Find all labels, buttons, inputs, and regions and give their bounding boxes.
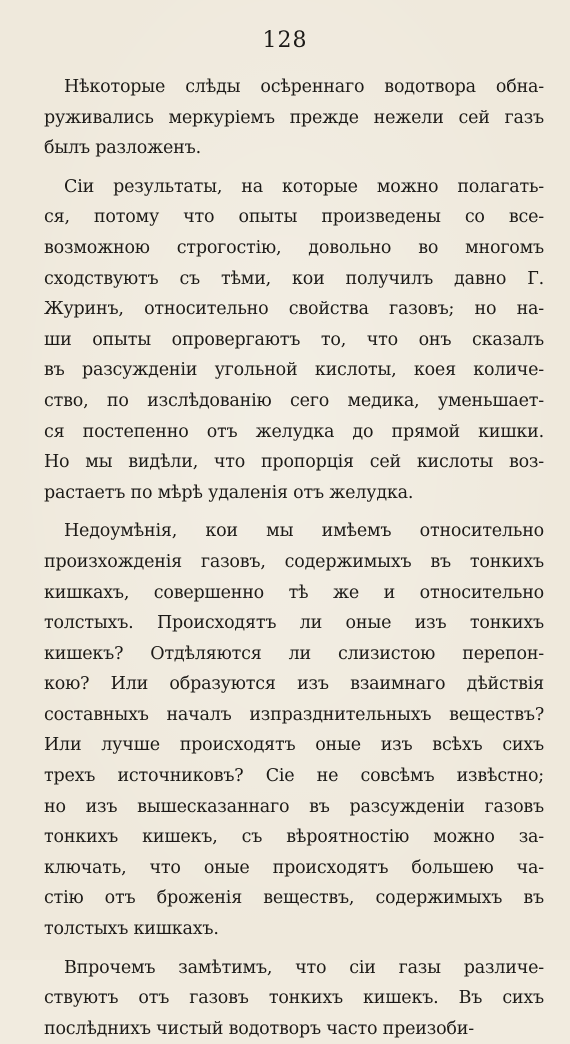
text-line: Впрочемъ замѣтимъ, что сіи газы различе- bbox=[64, 957, 544, 978]
text-line: произхожденія газовъ, содержимыхъ въ тонкихъ bbox=[44, 551, 544, 572]
text-line: ствуютъ отъ газовъ тонкихъ кишекъ. Въ сихъ bbox=[44, 988, 544, 1009]
text-line: толстыхъ. Происходятъ ли оные изъ тонкихъ bbox=[44, 613, 544, 634]
text-line: ши опыты опровергаютъ то, что онъ сказалъ bbox=[44, 329, 544, 350]
text-line: въ разсужденіи угольной кислоты, коея количе- bbox=[44, 360, 544, 381]
paragraph bbox=[44, 172, 544, 509]
text-line: ство, по изслѣдованію сего медика, уменьшает- bbox=[44, 390, 544, 411]
text-line: кишкахъ, совершенно тѣ же и относительно bbox=[44, 582, 544, 603]
text-line: Недоумѣнія, кои мы имѣемъ относительно bbox=[64, 521, 544, 542]
body-text bbox=[44, 72, 544, 1044]
text-line: трехъ источниковъ? Сіе не совсѣмъ извѣстно; bbox=[44, 766, 544, 787]
text-line: руживались меркуріемъ прежде нежели сей газъ bbox=[44, 107, 544, 128]
paragraph bbox=[44, 72, 544, 164]
paragraph bbox=[44, 953, 544, 1044]
text-line: Сіи результаты, на которые можно полагать- bbox=[64, 176, 544, 197]
paragraph bbox=[44, 516, 544, 944]
page-number: 128 bbox=[262, 28, 308, 53]
text-line: Нѣкоторые слѣды осѣреннаго водотвора обна- bbox=[64, 77, 544, 97]
text-line: растаетъ по мѣрѣ удаленія отъ желудка. bbox=[44, 482, 414, 503]
text-line: толстыхъ кишкахъ. bbox=[44, 919, 219, 940]
text-line: составныхъ началъ изпразднительныхъ веществъ? bbox=[44, 704, 544, 725]
text-line: Или лучше происходятъ оные изъ всѣхъ сихъ bbox=[44, 735, 544, 756]
text-line: ся, потому что опыты произведены со все- bbox=[44, 207, 544, 228]
text-line: сходствуютъ съ тѣми, кои получилъ давно Г. bbox=[44, 268, 544, 289]
text-line: былъ разложенъ. bbox=[44, 138, 201, 159]
text-line: Журинъ, относительно свойства газовъ; но на- bbox=[44, 299, 544, 320]
text-line: стію отъ броженія веществъ, содержимыхъ въ bbox=[44, 888, 544, 909]
text-line: ся постепенно отъ желудка до прямой кишки. bbox=[44, 421, 544, 442]
text-line: Но мы видѣли, что пропорція сей кислоты воз- bbox=[44, 452, 544, 473]
text-line: тонкихъ кишекъ, съ вѣроятностію можно за- bbox=[44, 827, 544, 848]
text-line: но изъ вышесказаннаго въ разсужденіи газовъ bbox=[44, 796, 544, 817]
text-line: послѣднихъ чистый водотворъ часто преизоби- bbox=[44, 1018, 474, 1039]
text-line: кишекъ? Отдѣляются ли слизистою перепон- bbox=[44, 643, 544, 664]
text-line: кою? Или образуются изъ взаимнаго дѣйствія bbox=[44, 674, 544, 695]
text-line: возможною строгостію, довольно во многомъ bbox=[44, 237, 544, 258]
text-line: ключать, что оные происходятъ большею ча- bbox=[44, 857, 544, 878]
